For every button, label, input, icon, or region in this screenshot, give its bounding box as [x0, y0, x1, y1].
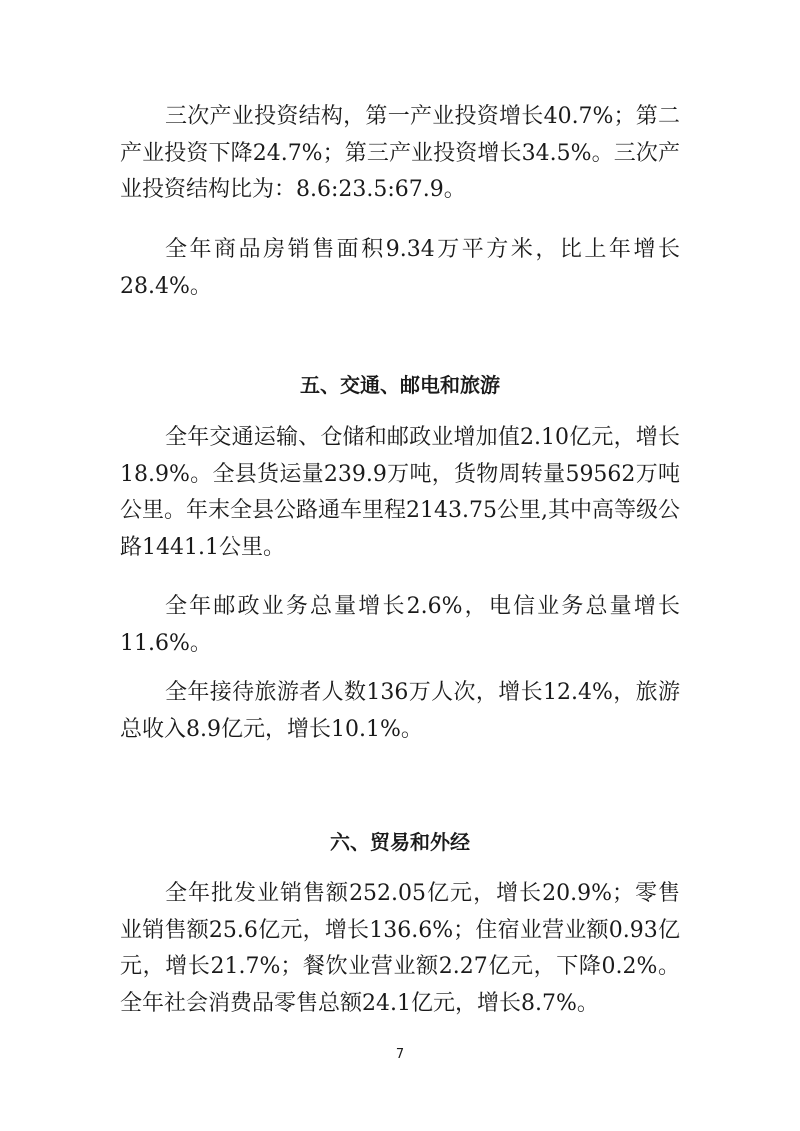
- paragraph-housing-sales: 全年商品房销售面积9.34万平方米，比上年增长28.4%。: [120, 237, 680, 299]
- paragraph-post-telecom: 全年邮政业务总量增长2.6%，电信业务总量增长11.6%。: [120, 594, 680, 656]
- section-heading-trade: 六、贸易和外经: [330, 830, 470, 854]
- paragraph-investment-structure: 三次产业投资结构，第一产业投资增长40.7%；第二产业投资下降24.7%；第三产业投资增长34.5%。三次产业投资结构比为：8.6:23.5:67.9。: [120, 104, 680, 202]
- section-heading-transport: 五、交通、邮电和旅游: [300, 373, 500, 397]
- page-number: 7: [395, 1047, 405, 1062]
- paragraph-trade: 全年批发业销售额252.05亿元，增长20.9%；零售业销售额25.6亿元，增长136.6%；住宿业营业额0.93亿元，增长21.7%；餐饮业营业额2.27亿元，下降0.2%。全年社会消费品零售总额24.1亿元，增长8.7%。: [120, 881, 680, 1016]
- paragraph-transport: 全年交通运输、仓储和邮政业增加值2.10亿元，增长18.9%。全县货运量239.9万吨，货物周转量59562万吨公里。年末全县公路通车里程2143.75公里,其中高等级公路1441.1公里。: [120, 425, 680, 560]
- paragraph-tourism: 全年接待旅游者人数136万人次，增长12.4%，旅游总收入8.9亿元，增长10.1%。: [120, 680, 680, 742]
